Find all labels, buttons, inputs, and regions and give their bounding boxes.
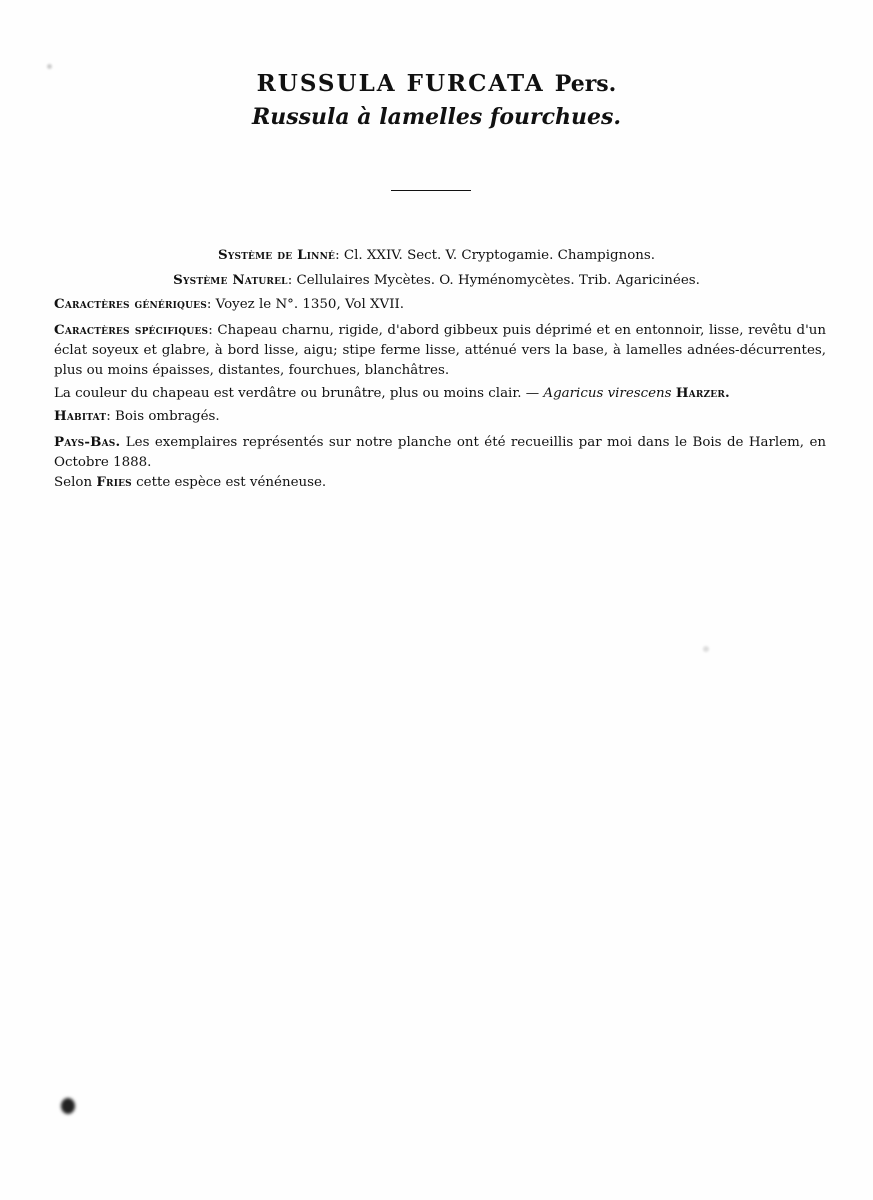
ink-spot bbox=[61, 1098, 75, 1114]
habitat-text: : Bois ombragés. bbox=[106, 409, 220, 424]
paper-speck bbox=[47, 64, 52, 69]
species-author: Pers. bbox=[554, 71, 617, 97]
naturel-label: Système Naturel bbox=[173, 272, 288, 288]
couleur-line bbox=[54, 383, 826, 404]
generiques-label: Caractères génériques bbox=[54, 296, 207, 312]
paper-speck bbox=[703, 646, 709, 652]
selon-text-1: Selon bbox=[54, 475, 97, 490]
page-subtitle: Russula à lamelles fourchues. bbox=[251, 104, 622, 130]
couleur-text: La couleur du chapeau est verdâtre ou brunâtre, plus ou moins clair. — bbox=[54, 386, 544, 401]
specifiques-paragraph bbox=[54, 320, 826, 381]
paysbas-paragraph bbox=[54, 432, 826, 473]
generiques-line bbox=[54, 294, 826, 315]
habitat-line bbox=[54, 406, 826, 427]
naturel-line bbox=[0, 270, 873, 291]
selon-line bbox=[54, 472, 826, 493]
paysbas-text: Les exemplaires représentés sur notre planche ont été recueillis par moi dans le Bois de Harlem, en Octobre 1888. bbox=[54, 435, 826, 470]
paysbas-label: Pays-Bas. bbox=[54, 434, 121, 450]
specifiques-label: Caractères spécifiques bbox=[54, 322, 209, 338]
selon-text-2: cette espèce est vénéneuse. bbox=[131, 475, 327, 490]
habitat-label: Habitat bbox=[54, 408, 107, 424]
linne-text: : Cl. XXIV. Sect. V. Cryptogamie. Champignons. bbox=[335, 248, 656, 263]
page-title bbox=[0, 70, 873, 97]
linne-label: Système de Linné bbox=[217, 247, 336, 263]
species-name: RUSSULA FURCATA bbox=[256, 70, 545, 97]
generiques-text: : Voyez le N°. 1350, Vol XVII. bbox=[206, 297, 405, 312]
naturel-text: : Cellulaires Mycètes. O. Hyménomycètes. Trib. Agaricinées. bbox=[287, 273, 700, 288]
couleur-synonym: Agaricus virescens bbox=[543, 386, 672, 401]
selon-fries: Fries bbox=[96, 474, 132, 490]
specifiques-text: : Chapeau charnu, rigide, d'abord gibbeux puis déprimé et en entonnoir, lisse, revêtu d'un éclat soyeux et glabre, à bord lisse, aigu; stipe ferme lisse, atténué vers la base, à lamelles adnées-décurrentes, plus ou moins épaisses, distantes, fourchues, blanchâtres. bbox=[54, 323, 826, 378]
divider-rule bbox=[391, 190, 471, 191]
linne-line bbox=[0, 245, 873, 266]
couleur-authority: Harzer. bbox=[675, 385, 730, 401]
